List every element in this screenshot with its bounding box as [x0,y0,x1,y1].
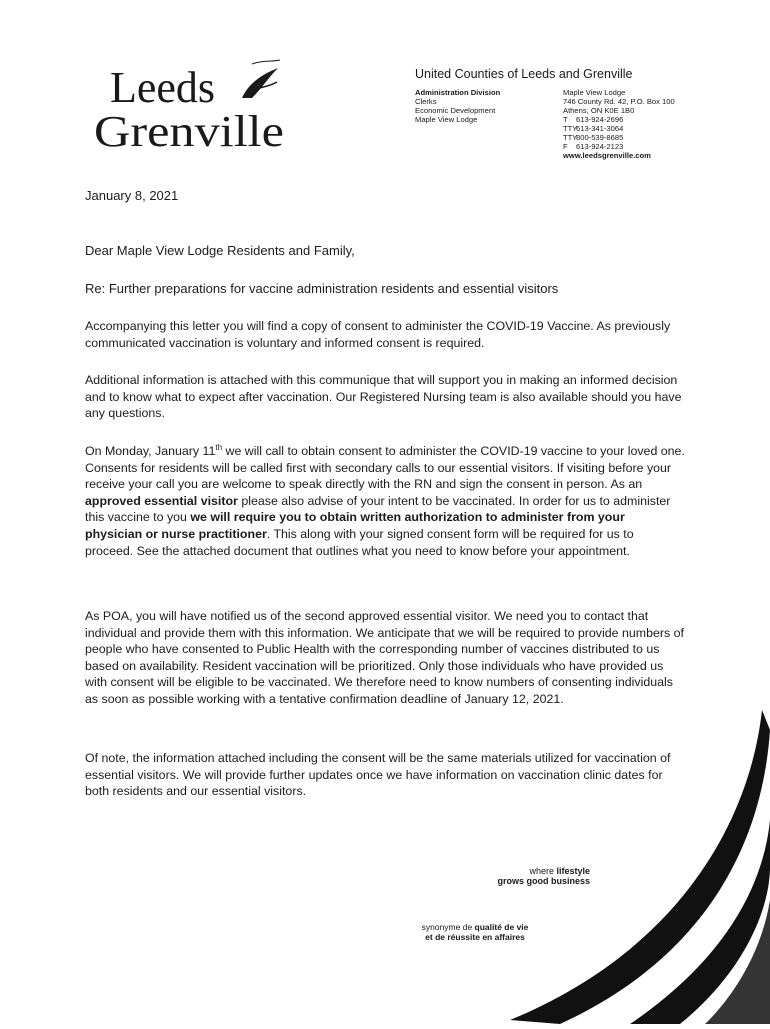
facility-name: Maple View Lodge [563,88,626,97]
address-line: 746 County Rd. 42, P.O. Box 100 [563,97,675,106]
contact-line: TTY800-539-8685 [563,133,624,142]
tagline-french: synonyme de qualité de vie et de réussite en affaires [421,922,529,942]
subject-line: Re: Further preparations for vaccine administration residents and essential visitors [85,281,559,296]
logo-line1: Leeds [110,63,216,112]
tagline-english: where lifestyle grows good business [497,866,590,886]
logo-line2: Grenville [94,107,284,156]
paragraph-consent: Accompanying this letter you will find a copy of consent to administer the COVID-19 Vaccine. As previously communicated vaccination is voluntary and informed consent is required. [85,319,671,350]
contact-line: F 613-924-2123 [563,142,624,151]
letter-date: January 8, 2021 [85,188,179,203]
organization-name: United Counties of Leeds and Grenville [415,67,633,81]
website-link[interactable]: www.leedsgrenville.com [563,151,651,160]
department-item: Clerks [415,97,437,106]
department-item: Economic Development [415,106,496,115]
salutation: Dear Maple View Lodge Residents and Family, [85,243,355,258]
contact-line: TTY613-341-3064 [563,124,624,133]
paragraph-poa: As POA, you will have notified us of the second approved essential visitor. We need you to contact that individual and provide them with this information. We anticipate that we will be required to provide numbers of people who have consented to Public Health with the corresponding number of vaccines distributed to us based on availability. Resident vaccination will be prioritized. Only those individuals who have provided us with consent will be eligible to be vaccinated. We therefore need to know numbers of consenting individuals as soon as possible working with a tentative confirmation deadline of January 12, 2021. [85,609,684,706]
division-title: Administration Division [415,88,501,97]
division-block [415,88,500,124]
contact-block [563,88,675,160]
leaf-icon [242,60,280,98]
address-line: Athens, ON K0E 1B0 [563,106,635,115]
leeds-grenville-logo [92,58,302,158]
contact-line: T 613-924-2696 [563,115,624,124]
department-item: Maple View Lodge [415,115,478,124]
decorative-swoosh [500,700,770,1024]
paragraph-schedule: On Monday, January 11th we will call to obtain consent to administer the COVID-19 vaccine to your loved one. Consents for residents will be called first with secondary calls to our essential visitors. If visiting before your receive your call you are welcome to speak directly with the RN and sign the consent in person. As an approved essential visitor please also advise of your intent to be vaccinated. In order for us to administer this vaccine to you we will require you to obtain written authorization to administer from your physician or nurse practitioner. This along with your signed consent form will be required for us to proceed. See the attached document that outlines what you need to know before your appointment. [85,442,685,558]
paragraph-information: Additional information is attached with this communique that will support you in making an informed decision and to know what to expect after vaccination. Our Registered Nursing team is also available should you have any questions. [85,373,682,421]
logo-wordmark [92,58,302,158]
paragraph-note: Of note, the information attached including the consent will be the same materials utilized for vaccination of essential visitors. We will provide further updates once we have information on vaccination clinic dates for both residents and our essential visitors. [85,751,671,799]
